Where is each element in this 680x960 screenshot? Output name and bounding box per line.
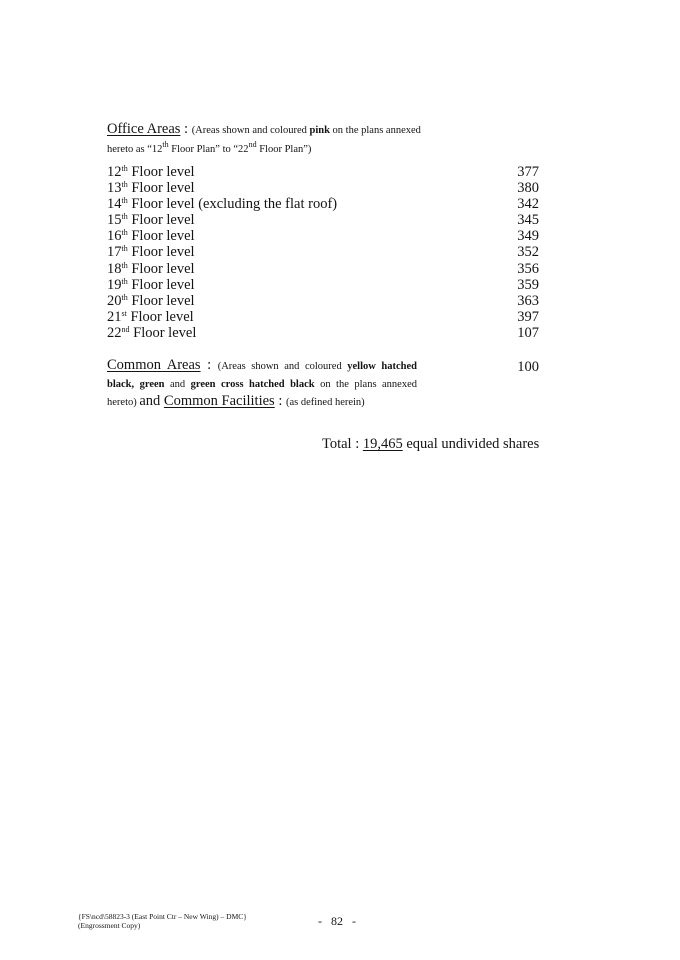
floor-share-value: 359 — [517, 276, 539, 293]
floor-share-value: 363 — [517, 292, 539, 309]
floor-number: 19 — [107, 276, 122, 293]
floor-ordinal: th — [121, 196, 128, 206]
floor-text: Floor level — [129, 324, 197, 341]
floor-share-value: 377 — [517, 164, 539, 180]
total-amount: 19,465 — [362, 436, 403, 452]
floor-text: Floor level — [127, 292, 195, 309]
common-desc-bold: green cross hatched black — [190, 379, 315, 390]
common-facilities-desc: (as defined herein) — [285, 397, 365, 408]
office-desc-part: on the plans annexed hereto as “12 — [107, 125, 421, 155]
common-facilities-colon: : — [274, 393, 286, 409]
floor-label — [107, 228, 195, 244]
office-desc-part: Floor Plan”) — [256, 144, 312, 155]
floor-text: Floor level — [127, 228, 195, 245]
floor-label — [107, 325, 196, 341]
floor-share-value: 380 — [517, 180, 539, 197]
floor-row — [107, 164, 539, 180]
floor-ordinal: st — [121, 308, 127, 318]
floor-ordinal: th — [121, 260, 128, 270]
floor-row — [107, 180, 539, 196]
floor-label — [107, 293, 195, 309]
common-facilities-title: Common Facilities — [163, 393, 275, 409]
footer-ref-line: (Engrossment Copy) — [78, 921, 141, 930]
floor-label — [107, 277, 195, 293]
floor-row — [107, 277, 539, 293]
total-label: Total : — [322, 436, 363, 452]
total-shares-line — [322, 436, 539, 453]
floor-share-list — [107, 164, 539, 341]
floor-share-value: 345 — [517, 212, 539, 229]
floor-text: Floor level — [127, 276, 195, 293]
floor-share-value: 342 — [517, 196, 539, 213]
common-desc-part: (Areas shown and coloured — [217, 361, 348, 372]
footer-file-reference — [78, 912, 247, 930]
floor-ordinal: nd — [121, 324, 130, 334]
floor-ordinal: th — [121, 292, 128, 302]
floor-ordinal: th — [121, 212, 128, 222]
office-desc-pink: pink — [309, 125, 330, 136]
floor-label — [107, 180, 195, 196]
common-areas-text — [107, 357, 417, 411]
page-number: - 82 - — [318, 914, 356, 928]
floor-row — [107, 261, 539, 277]
floor-share-value: 397 — [517, 308, 539, 325]
common-desc-part: and — [164, 379, 191, 390]
floor-ordinal: th — [121, 164, 128, 173]
floor-row — [107, 309, 539, 325]
common-and-word: and — [139, 393, 164, 409]
floor-label — [107, 196, 337, 212]
floor-share-value: 356 — [517, 260, 539, 277]
floor-number: 15 — [107, 212, 122, 229]
common-desc-bold: yellow hatched black, green — [107, 361, 417, 390]
floor-ordinal: th — [121, 276, 128, 286]
total-suffix: equal undivided shares — [402, 436, 540, 452]
floor-number: 18 — [107, 260, 122, 277]
office-areas-colon: : — [180, 121, 192, 137]
floor-text: Floor level — [126, 308, 194, 325]
floor-label — [107, 261, 195, 277]
office-desc-sup: th — [162, 140, 169, 149]
floor-label — [107, 309, 194, 325]
office-areas-heading — [107, 120, 447, 158]
common-areas-title: Common Areas — [107, 357, 201, 373]
office-desc-part: Floor Plan” to “22 — [168, 144, 249, 155]
floor-text: Floor level (excluding the flat roof) — [127, 196, 338, 213]
floor-row — [107, 196, 539, 212]
office-desc-part: (Areas shown and coloured — [191, 125, 310, 136]
floor-number: 22 — [107, 324, 122, 341]
floor-share-value: 352 — [517, 244, 539, 261]
floor-text: Floor level — [127, 180, 195, 197]
floor-number: 13 — [107, 180, 122, 197]
floor-number: 21 — [107, 308, 122, 325]
floor-share-value: 107 — [517, 324, 539, 341]
floor-text: Floor level — [127, 212, 195, 229]
floor-row — [107, 293, 539, 309]
floor-ordinal: th — [121, 244, 128, 254]
floor-share-value: 349 — [517, 228, 539, 245]
floor-text: Floor level — [127, 260, 195, 277]
floor-row — [107, 212, 539, 228]
floor-ordinal: th — [121, 228, 128, 238]
floor-number: 20 — [107, 292, 122, 309]
common-areas-block — [107, 357, 539, 411]
office-desc-sup: nd — [248, 140, 257, 149]
floor-number: 12 — [107, 164, 122, 180]
common-areas-colon: : — [200, 357, 218, 373]
floor-label — [107, 244, 195, 260]
floor-text: Floor level — [127, 164, 195, 180]
floor-text: Floor level — [127, 244, 195, 261]
floor-row — [107, 228, 539, 244]
floor-number: 14 — [107, 196, 122, 213]
common-desc-part: on the plans annexed hereto) — [107, 379, 417, 408]
floor-ordinal: th — [121, 180, 128, 190]
floor-row — [107, 325, 539, 341]
floor-label — [107, 164, 195, 180]
floor-label — [107, 212, 195, 228]
floor-number: 16 — [107, 228, 122, 245]
office-areas-title: Office Areas — [107, 121, 181, 137]
footer-ref-line: {FS\ncd\58823-3 (East Point Ctr – New Wing) – DMC} — [78, 912, 247, 921]
floor-row — [107, 244, 539, 260]
common-share-value: 100 — [517, 359, 539, 375]
floor-number: 17 — [107, 244, 122, 261]
